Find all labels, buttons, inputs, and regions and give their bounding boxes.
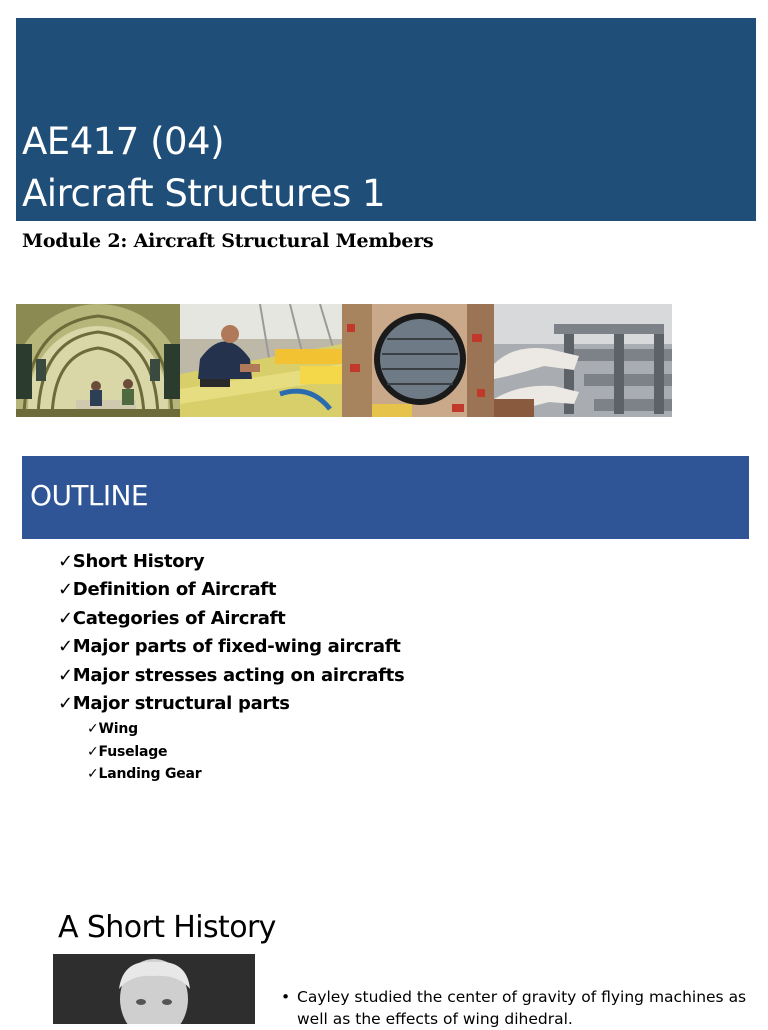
outline-sublist — [87, 718, 202, 786]
check-icon: ✓ — [58, 579, 73, 601]
fuselage-barrel-photo — [342, 304, 494, 417]
module-heading: Module 2: Aircraft Structural Members — [22, 230, 434, 252]
list-item: ✓Definition of Aircraft — [58, 579, 277, 601]
list-item: ✓Short History — [58, 551, 205, 572]
outline-heading: OUTLINE — [30, 479, 148, 512]
gloved-hands-parts-photo — [494, 304, 672, 417]
check-icon: ✓ — [87, 743, 99, 760]
bullet-icon: • — [281, 988, 291, 1006]
list-item: ✓Wing — [87, 721, 138, 737]
photo-strip — [16, 304, 672, 417]
list-item: ✓Major structural parts — [58, 693, 290, 715]
list-item: ✓Major parts of fixed-wing aircraft — [58, 636, 401, 658]
list-item: ✓Landing Gear — [87, 766, 202, 783]
fuselage-interior-photo — [16, 304, 180, 417]
history-bullet-text: Cayley studied the center of gravity of flying machines as well as the effects of wing dihedral. — [297, 988, 747, 1028]
list-item: ✓Fuselage — [87, 743, 168, 760]
check-icon: ✓ — [87, 766, 99, 783]
list-item: ✓Major stresses acting on aircrafts — [58, 664, 405, 686]
course-name: Aircraft Structures 1 — [22, 172, 386, 215]
list-item: ✓Categories of Aircraft — [58, 607, 286, 629]
cayley-portrait — [53, 954, 255, 1024]
check-icon: ✓ — [87, 721, 99, 737]
worker-assembly-photo — [180, 304, 342, 417]
check-icon: ✓ — [58, 551, 73, 572]
check-icon: ✓ — [58, 607, 73, 629]
outline-list — [58, 548, 404, 718]
history-heading: A Short History — [58, 910, 276, 945]
check-icon: ✓ — [58, 693, 73, 715]
history-bullet — [281, 986, 751, 1030]
check-icon: ✓ — [58, 664, 73, 686]
course-code: AE417 (04) — [22, 120, 225, 163]
check-icon: ✓ — [58, 636, 73, 658]
slide-title — [22, 116, 385, 220]
